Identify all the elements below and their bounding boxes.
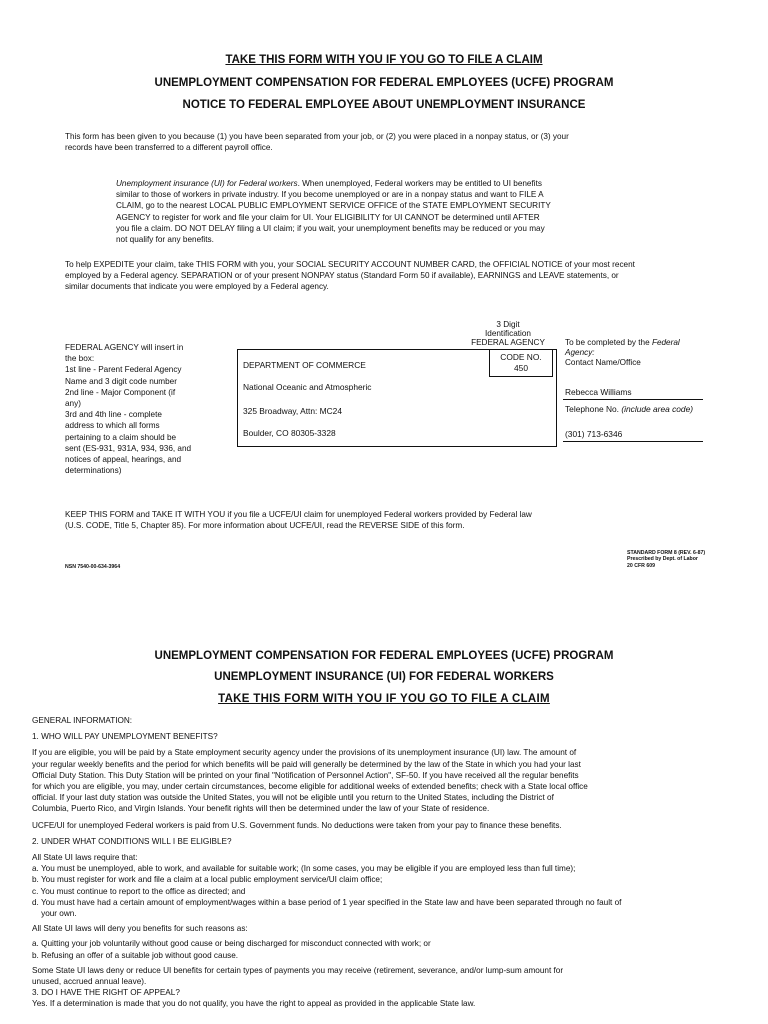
- question-2: 2. UNDER WHAT CONDITIONS WILL I BE ELIGIBLE?: [32, 836, 232, 846]
- contact-header-italic-1: Federal: [651, 338, 680, 347]
- standard-form-line: Prescribed by Dept. of Labor: [627, 556, 698, 563]
- ui-italic-lead: Unemployment insurance (UI) for Federal workers: [116, 179, 298, 188]
- standard-form-line: 20 CFR 609: [627, 562, 655, 569]
- require-item: d. You must have had a certain amount of employment/wages within a base period of 1 year specified in the State law and have been separated through no fault of: [32, 897, 622, 907]
- code-header-line: 3 Digit: [496, 320, 520, 329]
- instruction-line: pertaining to a claim should be: [65, 432, 177, 442]
- instruction-line: notices of appeal, hearings, and: [65, 455, 182, 465]
- q1-line: official. If your last duty station was outside the United States, you will not be eligible until you return to the United States, including the District of: [32, 793, 554, 803]
- keep-paragraph: [65, 509, 725, 531]
- require-item: your own.: [32, 909, 77, 919]
- code-number-value: 450: [514, 363, 528, 373]
- agency-box-line-2: National Oceanic and Atmospheric: [243, 382, 372, 392]
- ui-paragraph: [116, 178, 656, 245]
- nsn-number: NSN 7540-00-634-3964: [65, 564, 121, 570]
- code-header-line: FEDERAL AGENCY: [471, 338, 545, 348]
- contact-phone-rule: [563, 441, 703, 442]
- instruction-line: any): [65, 399, 81, 409]
- reduce-line: Some State UI laws deny or reduce UI benefits for certain types of payments you may receive (retirement, severance, and/or lump-sum amount for: [32, 965, 564, 975]
- reverse-program-title: UNEMPLOYMENT COMPENSATION FOR FEDERAL EMPLOYEES (UCFE) PROGRAM: [154, 650, 614, 662]
- contact-header-italic-2: Agency:: [565, 348, 595, 357]
- q1-line: Columbia, Puerto Rico, and Virgin Islands. Your benefit rights will then be determined under the law of your State of residence.: [32, 804, 490, 814]
- contact-name-label: Contact Name/Office: [565, 358, 641, 367]
- require-item: b. You must register for work and file a claim at a local public employment service/UI claim office;: [32, 875, 383, 885]
- require-intro: All State UI laws require that:: [32, 853, 138, 863]
- contact-header-plain: To be completed by the: [565, 338, 650, 347]
- contact-name-rule: [563, 399, 703, 400]
- require-item: a. You must be unemployed, able to work, and available for suitable work; (In some cases, you may be eligible if you are employed less than full time);: [32, 864, 576, 874]
- keep-line: KEEP THIS FORM and TAKE IT WITH YOU if you file a UCFE/UI claim for unemployed Federal workers provided by Federal law: [65, 510, 532, 519]
- instruction-line: FEDERAL AGENCY will insert in: [65, 343, 184, 352]
- instruction-line: Name and 3 digit code number: [65, 376, 177, 386]
- instruction-line: 3rd and 4th line - complete: [65, 410, 162, 420]
- question-3: 3. DO I HAVE THE RIGHT OF APPEAL?: [32, 988, 180, 998]
- agency-box-line-4: Boulder, CO 80305-3328: [243, 428, 336, 438]
- intro-paragraph: [65, 131, 715, 153]
- take-form-title: TAKE THIS FORM WITH YOU IF YOU GO TO FILE A CLAIM: [225, 54, 543, 66]
- ui-line: . When unemployed, Federal workers may be entitled to UI benefits: [297, 179, 542, 188]
- q1-line: Official Duty Station. This Duty Station will be printed on your final "Notification of Personnel Action", SF-50. If you have received all the regular benefits: [32, 770, 579, 780]
- ui-line: you file a claim. DO NOT DELAY filing a UI claim; if you wait, your unemployment benefits may be reduced or you may: [116, 223, 545, 233]
- standard-form-line: STANDARD FORM 8 (REV. 6-87): [627, 550, 706, 556]
- contact-phone-label: [565, 404, 693, 414]
- keep-line: (U.S. CODE, Title 5, Chapter 85). For more information about UCFE/UI, read the REVERSE SIDE of this form.: [65, 521, 465, 531]
- deny-item: a. Quitting your job voluntarily without good cause or being discharged for misconduct connected with work; or: [32, 939, 431, 949]
- instruction-line: sent (ES-931, 931A, 934, 936, and: [65, 443, 192, 453]
- contact-phone-value: (301) 713-6346: [565, 429, 623, 439]
- require-item: c. You must continue to report to the office as directed; and: [32, 886, 246, 896]
- contact-name-value: Rebecca Williams: [565, 387, 632, 397]
- code-header-line: Identification: [485, 329, 531, 339]
- phone-label-text: Telephone No.: [565, 404, 620, 414]
- q3-line: Yes. If a determination is made that you do not qualify, you have the right to appeal as provided in the applicable State law.: [32, 999, 476, 1009]
- q1-line: If you are eligible, you will be paid by a State employment security agency under the provisions of its unemployment insurance (UI) law. The amount of: [32, 748, 577, 758]
- instruction-line: the box:: [65, 354, 95, 364]
- reverse-take-title: TAKE THIS FORM WITH YOU IF YOU GO TO FILE A CLAIM: [218, 693, 550, 705]
- agency-box-line-3: 325 Broadway, Attn: MC24: [243, 406, 343, 416]
- question-1: 1. WHO WILL PAY UNEMPLOYMENT BENEFITS?: [32, 732, 218, 742]
- reverse-ui-title: UNEMPLOYMENT INSURANCE (UI) FOR FEDERAL WORKERS: [214, 671, 554, 683]
- standard-form-info: [627, 550, 747, 569]
- expedite-line: employed by a Federal agency. SEPARATION or of your present NONPAY status (Standard Form 50 if available), EARNINGS and LEAVE statements, or: [65, 271, 619, 281]
- instruction-line: 1st line - Parent Federal Agency: [65, 365, 182, 375]
- intro-line: This form has been given to you because (1) you have been separated from your job, or (2) you were placed in a nonpay status, or (3) your: [65, 132, 569, 141]
- phone-label-italic: (include area code): [621, 404, 694, 414]
- instruction-line: 2nd line - Major Component (if: [65, 387, 176, 397]
- deny-intro: All State UI laws will deny you benefits for such reasons as:: [32, 924, 248, 934]
- q1-line: for which you are eligible, you may, under certain circumstances, become eligible for additional weeks of extended benefits; check with a State local office: [32, 782, 588, 792]
- agency-instructions: [65, 342, 225, 476]
- general-information-heading: GENERAL INFORMATION:: [32, 716, 133, 725]
- notice-title: NOTICE TO FEDERAL EMPLOYEE ABOUT UNEMPLOYMENT INSURANCE: [182, 99, 586, 111]
- deny-item: b. Refusing an offer of a suitable job without good cause.: [32, 950, 239, 960]
- instruction-line: address to which all forms: [65, 421, 160, 431]
- reverse-body: [32, 715, 742, 1010]
- code-number-label: CODE NO.: [500, 352, 542, 362]
- agency-box-line-1: DEPARTMENT OF COMMERCE: [243, 360, 366, 370]
- reduce-line: unused, accrued annual leave).: [32, 977, 147, 987]
- ucfe-program-title: UNEMPLOYMENT COMPENSATION FOR FEDERAL EMPLOYEES (UCFE) PROGRAM: [154, 77, 614, 89]
- contact-header: [565, 338, 715, 368]
- expedite-paragraph: [65, 259, 745, 293]
- expedite-line: similar documents that indicate you were employed by a Federal agency.: [65, 282, 329, 292]
- instruction-line: determinations): [65, 466, 122, 476]
- expedite-line: To help EXPEDITE your claim, take THIS FORM with you, your SOCIAL SECURITY ACCOUNT NUMBER CARD, the OFFICIAL NOTICE of your most recent: [65, 260, 635, 269]
- ui-line: AGENCY to register for work and file your claim for UI. Your ELIGIBILITY for UI CANNOT be determined until AFTER: [116, 212, 540, 222]
- intro-line: records have been transferred to a different payroll office.: [65, 143, 273, 153]
- ucfe-paid-text: UCFE/UI for unemployed Federal workers is paid from U.S. Government funds. No deductions were taken from your pay to finance these benefits.: [32, 820, 562, 830]
- ui-line: not qualify for any benefits.: [116, 235, 214, 245]
- ui-line: CLAIM, go to the nearest LOCAL PUBLIC EMPLOYMENT SERVICE OFFICE of the STATE EMPLOYMENT SECURITY: [116, 201, 551, 211]
- code-header: [458, 320, 558, 348]
- ui-line: similar to those of workers in private industry. If you become unemployed or are in a nonpay status and want to FILE A: [116, 190, 544, 200]
- q1-line: your regular weekly benefits and the period for which benefits will be paid will generally be determined by the law of the State in which you had your last: [32, 759, 581, 769]
